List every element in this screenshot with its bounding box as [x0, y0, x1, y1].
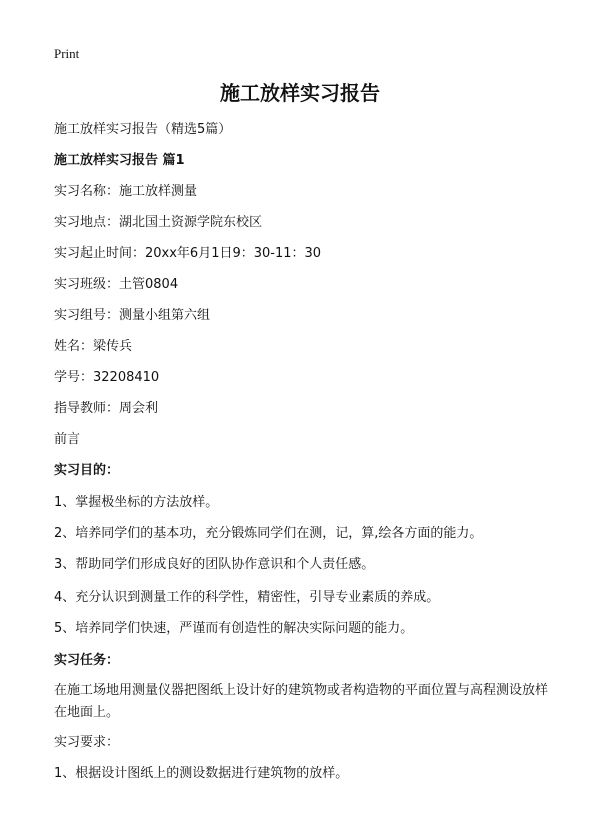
page-title: 施工放样实习报告: [220, 81, 380, 105]
info-practice-group: 实习组号：测量小组第六组: [54, 308, 211, 323]
document-subtitle: 施工放样实习报告（精选5篇）: [54, 122, 232, 137]
info-practice-location: 实习地点：湖北国土资源学院东校区: [54, 215, 263, 230]
info-practice-name: 实习名称：施工放样测量: [54, 184, 198, 199]
purpose-item: 2、培养同学们的基本功，充分锻炼同学们在测，记，算,绘各方面的能力。: [54, 526, 483, 541]
info-student-id: 学号：32208410: [54, 370, 160, 385]
preface-heading: 前言: [54, 432, 81, 447]
purpose-heading: 实习目的：: [54, 463, 120, 478]
task-heading: 实习任务：: [54, 653, 120, 668]
task-paragraph: 在施工场地用测量仪器把图纸上设计好的建筑物或者构造物的平面位置与高程测设放样在地面上。: [54, 683, 549, 720]
info-practice-time: 实习起止时间：20xx年6月1日9：30-11：30: [54, 246, 322, 261]
purpose-item: 5、培养同学们快速，严谨而有创造性的解决实际问题的能力。: [54, 621, 414, 636]
info-instructor: 指导教师：周会利: [54, 401, 159, 416]
info-practice-class: 实习班级：土管0804: [54, 277, 179, 292]
info-student-name: 姓名：梁传兵: [54, 339, 133, 354]
purpose-item: 4、充分认识到测量工作的科学性，精密性，引导专业素质的养成。: [54, 590, 440, 605]
purpose-item: 3、帮助同学们形成良好的团队协作意识和个人责任感。: [54, 557, 375, 572]
requirement-item: 1、根据设计图纸上的测设数据进行建筑物的放样。: [54, 766, 349, 781]
section-heading: 施工放样实习报告 篇1: [54, 153, 185, 168]
purpose-item: 1、掌握极坐标的方法放样。: [54, 495, 219, 510]
requirements-heading: 实习要求：: [54, 735, 120, 750]
print-label: Print: [54, 46, 80, 61]
